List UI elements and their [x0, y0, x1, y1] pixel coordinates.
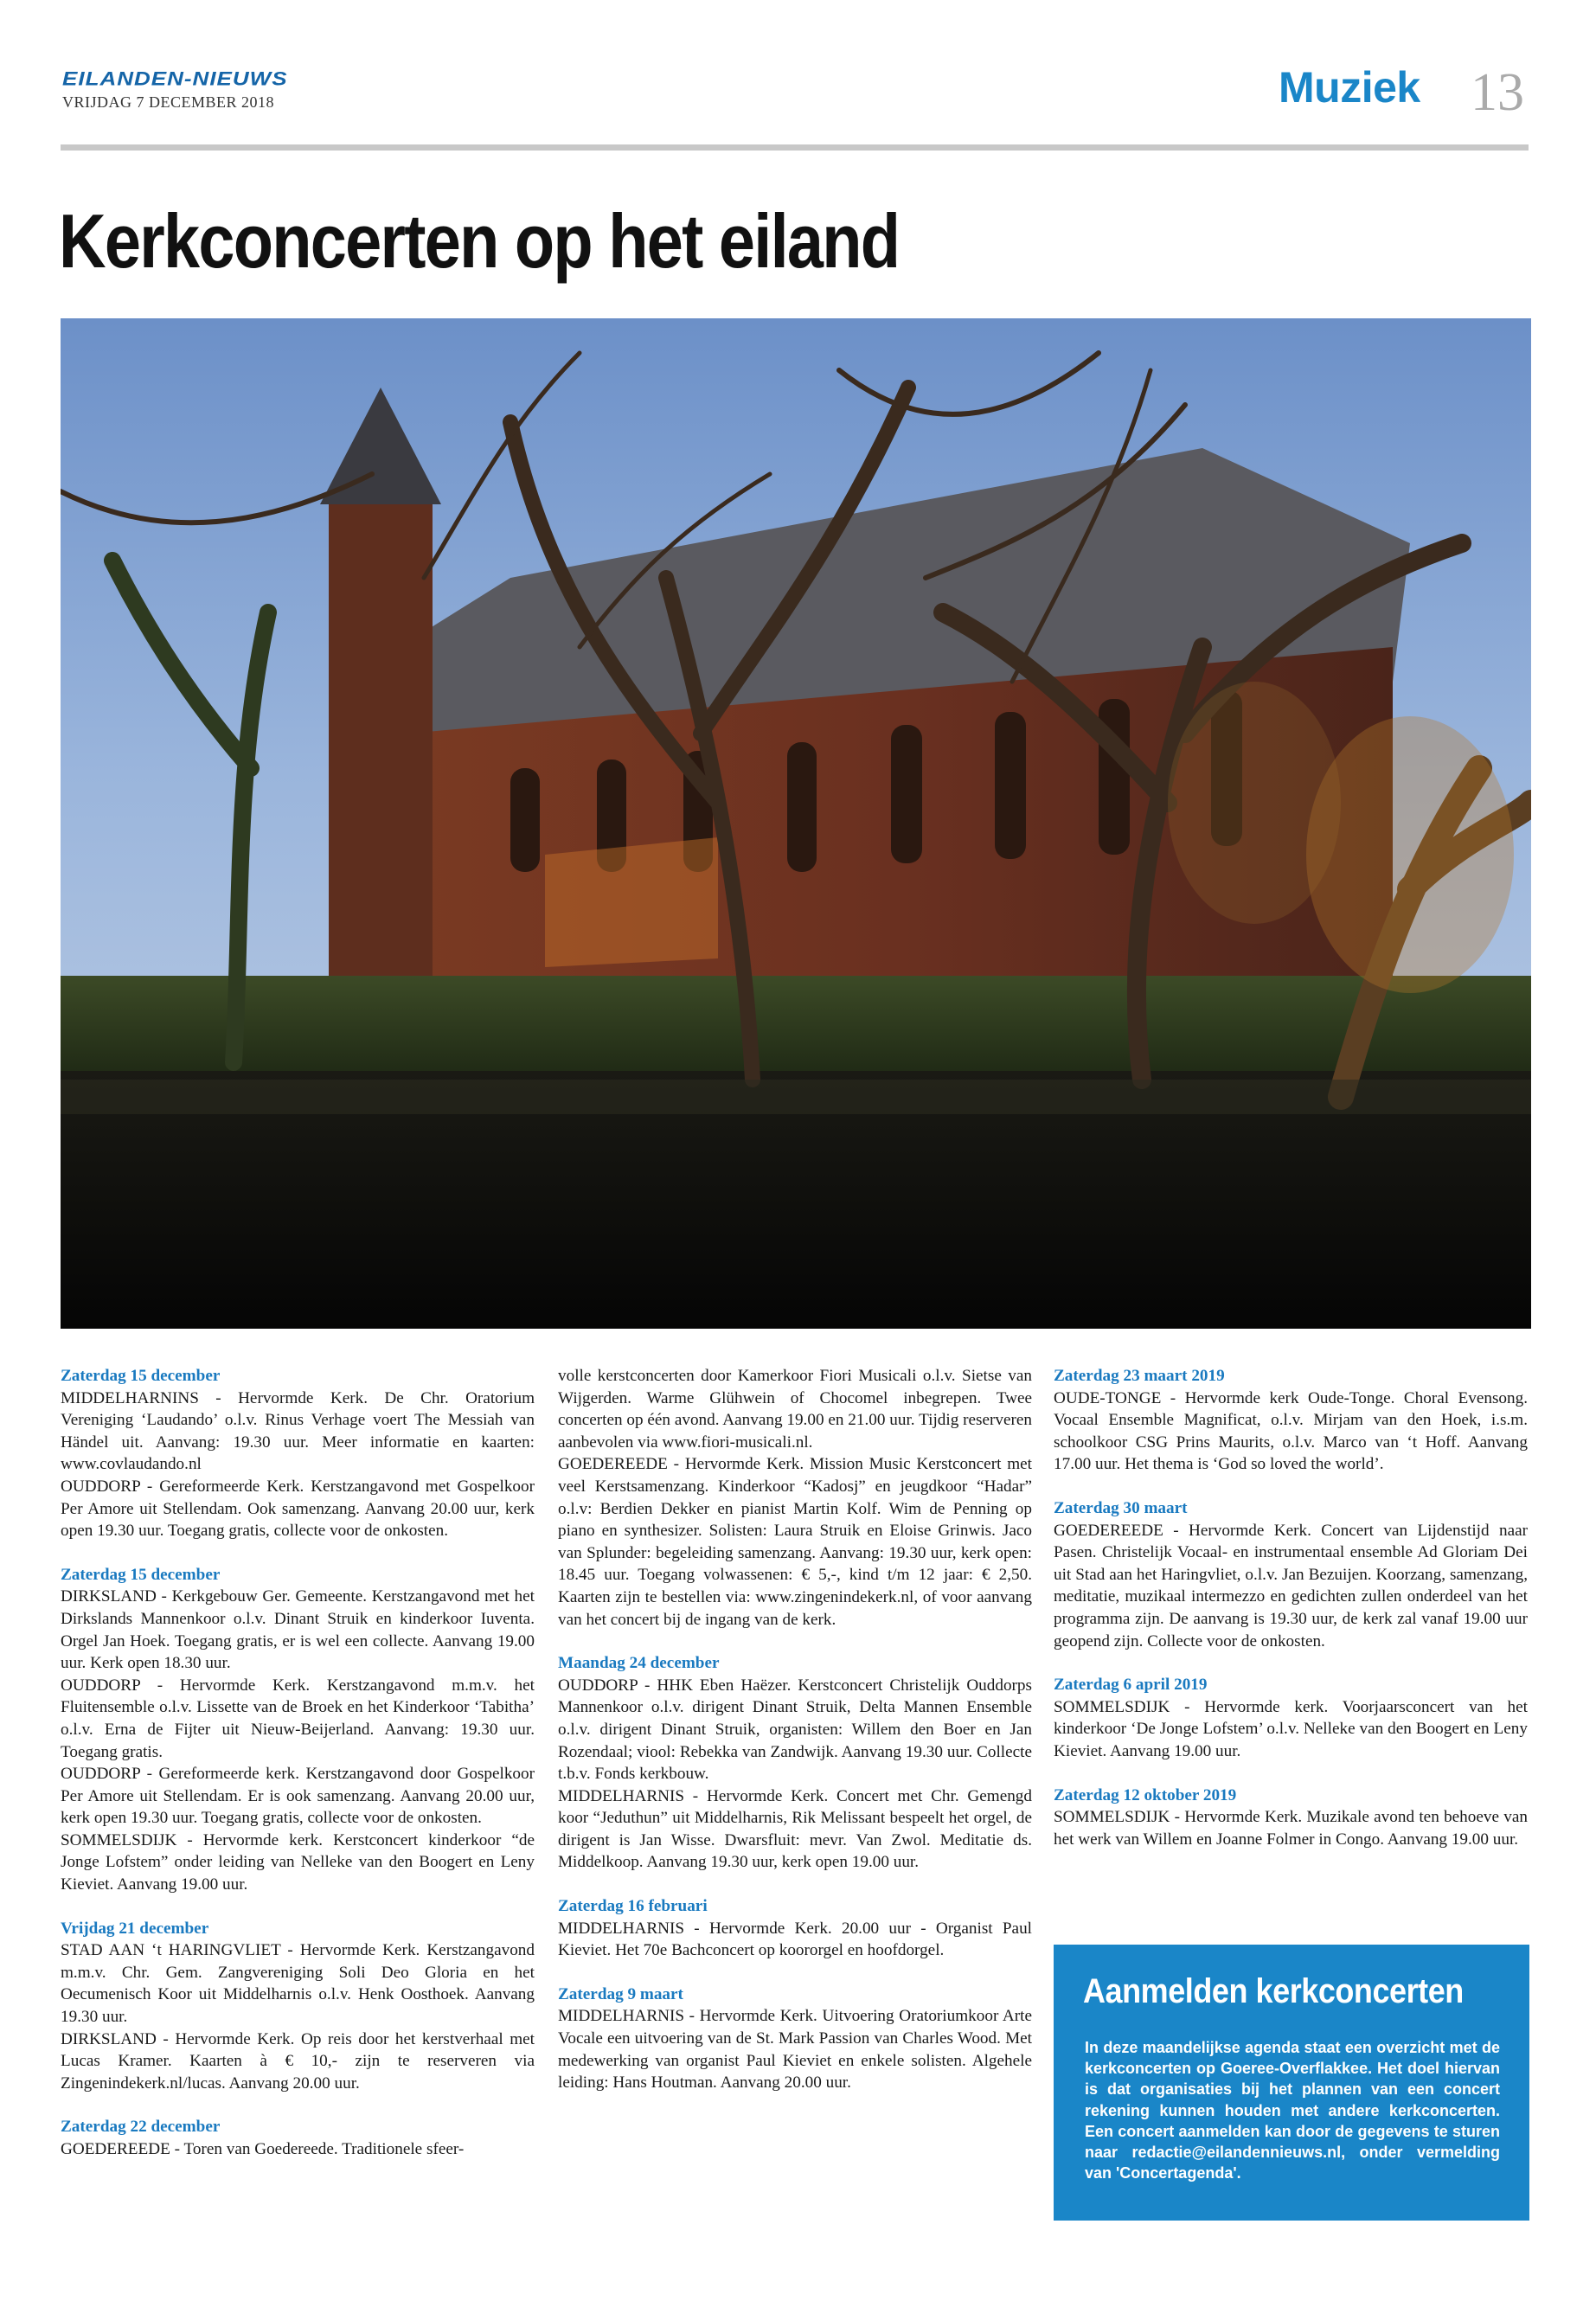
- church-photo: [61, 318, 1531, 1329]
- agenda-column-3: [1054, 1365, 1528, 1872]
- publication-date: VRIJDAG 7 DECEMBER 2018: [62, 93, 275, 111]
- agenda-text: MIDDELHARNINS - Hervormde Kerk. De Chr. Oratorium Vereniging ‘Laudando’ o.l.v. Rinus Verhage voert The Messiah van Händel uit. Aanvang: 19.30 uur. Meer informatie en kaarten: www.covlaudando.nl: [61, 1388, 535, 1474]
- agenda-entry: [1054, 1674, 1528, 1762]
- agenda-date: Maandag 24 december: [558, 1654, 720, 1673]
- agenda-text: MIDDELHARNIS - Hervormde Kerk. Concert met Chr. Gemengd koor “Jeduthun” uit Middelharnis, Rik Melissant bespeelt het orgel, de dirigent is Jan Wisse. Dwarsfluit: mevr. Van Zwol. Meditatie ds. Middelkoop. Aanvang 19.30 uur, kerk open 19.00 uur.: [558, 1786, 1032, 1872]
- agenda-column-1: [61, 1365, 535, 2182]
- agenda-text: GOEDEREEDE - Hervormde Kerk. Mission Music Kerstconcert met veel Kerstsamenzang. Kinderkoor “Kadosj” en jeugdkoor “Hadar” o.l.v: Berdien Dekker en pianist Martin Kolf. Wim de Penning op piano en synthesizer. Solisten: Laura Struik en Eloise Grinwis. Jaco van Splunder: begeleiding samenzang. Aanvang: 19.30 uur, kerk open: 18.45 uur. Toegang volwassenen: € 5,-, kind t/m 12 jaar: € 2,50. Kaarten zijn te bestellen via: www.zingenindekerk.nl, of voor aanvang van het concert bij de ingang van de kerk.: [558, 1455, 1032, 1629]
- agenda-date: Zaterdag 15 december: [61, 1367, 221, 1385]
- agenda-text: SOMMELSDIJK - Hervormde kerk. Kerstconcert kinderkoor “de Jonge Lofstem” onder leiding van Nelleke van den Boogert en Leny Kieviet. Aanvang 19.00 uur.: [61, 1830, 535, 1894]
- agenda-entry: [61, 2116, 535, 2160]
- agenda-text: SOMMELSDIJK - Hervormde kerk. Voorjaarsconcert van het kinderkoor ‘De Jonge Lofstem’ o.l.v. Nelleke van den Boogert en Leny Kieviet. Aanvang 19.00 uur.: [1054, 1697, 1528, 1760]
- page-number: 13: [1471, 63, 1524, 122]
- agenda-entry: [558, 1652, 1032, 1874]
- agenda-text: DIRKSLAND - Hervormde Kerk. Op reis door het kerstverhaal met Lucas Kramer. Kaarten à € 10,- zijn te reserveren via Zingenindekerk.nl/lucas. Aanvang 20.00 uur.: [61, 2029, 535, 2093]
- agenda-text: OUDDORP - Gereformeerde kerk. Kerstzangavond door Gospelkoor Per Amore uit Stellendam. Er is ook samenzang. Aanvang 20.00 uur, kerk open 19.30 uur. Toegang gratis, collecte voor de onkosten.: [61, 1765, 535, 1828]
- agenda-entry: [558, 1365, 1032, 1631]
- agenda-text: OUDDORP - Hervormde Kerk. Kerstzangavond m.m.v. het Fluitensemble o.l.v. Lissette van de Broek en het Kinderkoor ‘Tabitha’ o.l.v. Erna de Fijter uit Nieuw-Beijerland. Aanvang: 19.30 uur. Toegang gratis.: [61, 1676, 535, 1761]
- agenda-text: OUDE-TONGE - Hervormde kerk Oude-Tonge. Choral Evensong. Vocaal Ensemble Magnificat, o.l.v. Mirjam van den Hoek, i.s.m. schoolkoor CSG Prins Maurits, o.l.v. Marco van ‘t Hoff. Aanvang 17.00 uur. Het thema is ‘God so loved the world’.: [1054, 1388, 1528, 1474]
- agenda-date: Zaterdag 12 oktober 2019: [1054, 1785, 1237, 1804]
- masthead-logo: EILANDEN-NIEUWS: [62, 67, 288, 90]
- agenda-column-2: [558, 1365, 1032, 2116]
- agenda-entry: [558, 1895, 1032, 1962]
- agenda-date: Zaterdag 23 maart 2019: [1054, 1367, 1225, 1385]
- article-headline: Kerkconcerten op het eiland: [59, 198, 900, 284]
- header-rule: [61, 144, 1529, 151]
- agenda-text: MIDDELHARNIS - Hervormde Kerk. 20.00 uur - Organist Paul Kieviet. Het 70e Bachconcert op koororgel en hoofdorgel.: [558, 1919, 1032, 1960]
- agenda-entry: [1054, 1365, 1528, 1476]
- agenda-text: OUDDORP - Gereformeerde Kerk. Kerstzangavond met Gospelkoor Per Amore uit Stellendam. Ook samenzang. Aanvang 20.00 uur, kerk open 19.30 uur. Toegang gratis, collecte voor de onkosten.: [61, 1477, 535, 1541]
- agenda-date: Vrijdag 21 december: [61, 1919, 209, 1938]
- agenda-text: GOEDEREEDE - Toren van Goedereede. Traditionele sfeer-: [61, 2140, 465, 2158]
- agenda-date: Zaterdag 9 maart: [558, 1984, 683, 2003]
- box-title: Aanmelden kerkconcerten: [1083, 1972, 1464, 2010]
- agenda-entry: [1054, 1785, 1528, 1851]
- agenda-date: Zaterdag 16 februari: [558, 1897, 708, 1916]
- section-title: Muziek: [1279, 63, 1420, 112]
- agenda-entry: [558, 1984, 1032, 2094]
- agenda-text: MIDDELHARNIS - Hervormde Kerk. Uitvoering Oratoriumkoor Arte Vocale een uitvoering van de St. Mark Passion van Charles Wood. Met medewerking van organist Paul Kieviet en enkele solisten. Algehele leiding: Hans Houtman. Aanvang 20.00 uur.: [558, 2007, 1032, 2093]
- agenda-date: Zaterdag 6 april 2019: [1054, 1676, 1208, 1695]
- agenda-entry: [61, 1365, 535, 1542]
- box-text: In deze maandelijkse agenda staat een overzicht met de kerkconcerten op Goeree-Overflakkee. Het doel hiervan is dat organisaties bij het plannen van een concert rekening kunnen houden met andere kerkconcerten. Een concert aanmelden kan door de gegevens te sturen naar redactie@eilandennieuws.nl, onder vermelding van 'Concertagenda'.: [1085, 2039, 1500, 2182]
- agenda-date: Zaterdag 15 december: [61, 1565, 221, 1584]
- agenda-text: volle kerstconcerten door Kamerkoor Fiori Musicali o.l.v. Sietse van Wijgerden. Warme Glühwein of Chocomel inbegrepen. Twee concerten op één avond. Aanvang 19.00 en 21.00 uur. Tijdig reserveren aanbevolen via www.fiori-musicali.nl.: [558, 1367, 1032, 1452]
- agenda-date: Zaterdag 30 maart: [1054, 1498, 1188, 1517]
- agenda-entry: [61, 1918, 535, 2095]
- agenda-date: Zaterdag 22 december: [61, 2118, 221, 2137]
- registration-info-box: [1054, 1945, 1529, 2221]
- agenda-text: GOEDEREEDE - Hervormde Kerk. Concert van Lijdenstijd naar Pasen. Christelijk Vocaal- en instrumentaal ensemble Ad Gloriam Dei uit Stad aan het Haringvliet, o.l.v. Jan Bezuijen. Koorzang, samenzang, meditatie, muzikaal intermezzo en gedichten zullen onderdeel van het programma zijn. De aanvang is 19.30 uur, de kerk zal vanaf 19.00 uur geopend zijn. Collecte voor de onkosten.: [1054, 1521, 1528, 1650]
- agenda-entry: [1054, 1497, 1528, 1652]
- agenda-text: OUDDORP - HHK Eben Haëzer. Kerstconcert Christelijk Ouddorps Mannenkoor o.l.v. dirigent Dinant Struik, Delta Mannen Ensemble o.l.v. dirigent Dinant Struik, organisten: Willem den Boer en Jan Rozendaal; viool: Rebekka van Zandwijk. Aanvang 19.30 uur. Collecte t.b.v. Fonds kerkbouw.: [558, 1676, 1032, 1784]
- agenda-text: SOMMELSDIJK - Hervormde Kerk. Muzikale avond ten behoeve van het werk van Willem en Joanne Folmer in Congo. Aanvang 19.00 uur.: [1054, 1808, 1528, 1849]
- agenda-text: DIRKSLAND - Kerkgebouw Ger. Gemeente. Kerstzangavond met het Dirkslands Mannenkoor o.l.v. Dinant Struik en kinderkoor Iuventa. Orgel Jan Hoek. Toegang gratis, er is wel een collecte. Aanvang 19.00 uur. Kerk open 18.30 uur.: [61, 1587, 535, 1673]
- agenda-text: STAD AAN ‘t HARINGVLIET - Hervormde Kerk. Kerstzangavond m.m.v. Chr. Gem. Zangvereniging Soli Deo Gloria en het Oecumenisch Koor uit Middelharnis o.l.v. Henk Oosthoek. Aanvang 19.30 uur.: [61, 1941, 535, 2027]
- agenda-entry: [61, 1564, 535, 1896]
